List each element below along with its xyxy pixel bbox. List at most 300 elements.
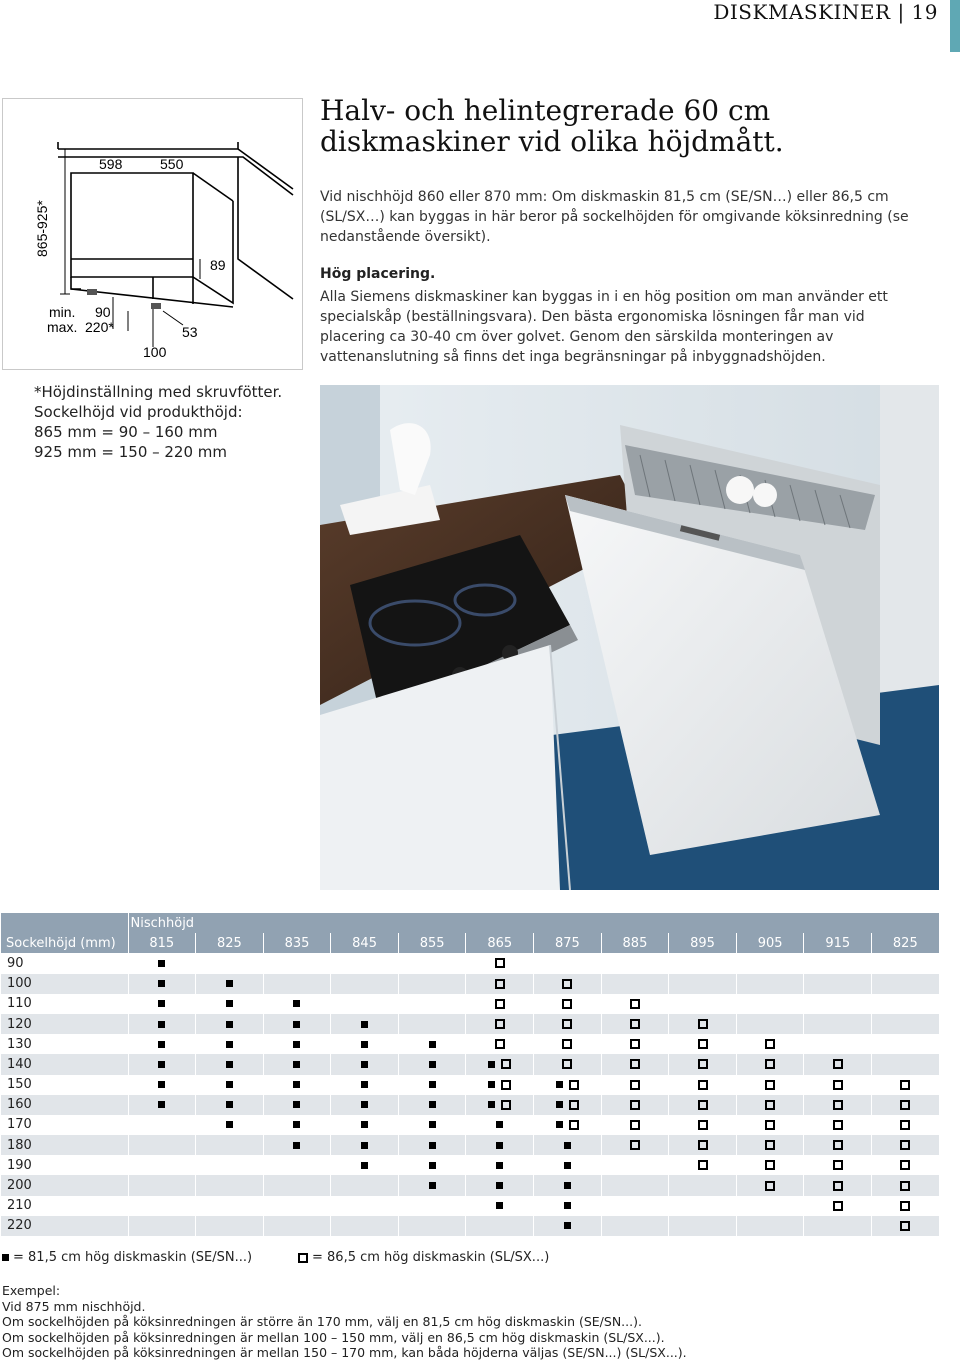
dim-depth-label: 550: [160, 156, 184, 172]
table-cell: [398, 994, 466, 1014]
filled-square-icon: [429, 1162, 436, 1169]
filled-square-icon: [556, 1101, 563, 1108]
filled-square-icon: [429, 1101, 436, 1108]
open-square-icon: [833, 1140, 843, 1150]
row-label: 200: [1, 1175, 128, 1195]
dimension-drawing: [3, 99, 302, 369]
header-separator: |: [897, 0, 905, 24]
open-square-icon: [765, 1100, 775, 1110]
plinth-height-heading: Sockelhöjd (mm): [1, 933, 128, 953]
table-cell: [736, 953, 804, 973]
table-cell: [398, 1175, 466, 1195]
filled-square-icon: [293, 1121, 300, 1128]
table-cell: [601, 1034, 669, 1054]
filled-square-icon: [293, 1061, 300, 1068]
dim-53-label: 53: [182, 324, 198, 340]
table-cell: [534, 1115, 602, 1135]
filled-square-icon: [226, 980, 233, 987]
table-cell: [263, 1155, 331, 1175]
table-cell: [398, 1075, 466, 1095]
filled-square-icon: [496, 1162, 503, 1169]
table-cell: [466, 994, 534, 1014]
open-square-icon: [698, 1080, 708, 1090]
table-cell: [669, 1095, 737, 1115]
row-label: 100: [1, 974, 128, 994]
table-cell: [601, 1095, 669, 1115]
row-label: 220: [1, 1216, 128, 1236]
table-cell: [398, 1155, 466, 1175]
filled-square-icon: [556, 1081, 563, 1088]
table-cell: [263, 1175, 331, 1195]
open-square-icon: [562, 1059, 572, 1069]
table-cell: [466, 1095, 534, 1115]
filled-square-icon: [361, 1162, 368, 1169]
table-cell: [128, 953, 196, 973]
table-cell: [872, 1155, 940, 1175]
table-cell: [128, 994, 196, 1014]
legend-open-text: = 86,5 cm hög diskmaskin (SL/SX...): [312, 1250, 550, 1265]
table-cell: [331, 953, 399, 973]
table-cell: [128, 1216, 196, 1236]
example-block: [2, 1283, 687, 1361]
filled-square-icon: [158, 1041, 165, 1048]
filled-square-icon: [226, 1061, 233, 1068]
table-cell: [669, 974, 737, 994]
open-square-icon: [900, 1100, 910, 1110]
open-square-icon: [833, 1160, 843, 1170]
table-cell: [128, 1075, 196, 1095]
filled-square-icon: [488, 1081, 495, 1088]
filled-square-icon: [496, 1142, 503, 1149]
table-cell: [398, 1216, 466, 1236]
table-row: [1, 1075, 939, 1095]
niche-height-heading: Nischhöjd: [128, 913, 939, 933]
table-cell: [466, 1135, 534, 1155]
table-cell: [196, 1196, 264, 1216]
filled-square-icon: [361, 1081, 368, 1088]
filled-square-icon: [226, 1000, 233, 1007]
table-cell: [128, 1054, 196, 1074]
example-line: Vid 875 mm nischhöjd.: [2, 1298, 146, 1314]
table-cell: [736, 1095, 804, 1115]
open-square-icon: [562, 1039, 572, 1049]
table-cell: [466, 1216, 534, 1236]
table-cell: [804, 1054, 872, 1074]
table-cell: [669, 1034, 737, 1054]
row-label: 90: [1, 953, 128, 973]
table-cell: [669, 953, 737, 973]
table-cell: [331, 994, 399, 1014]
table-cell: [466, 1115, 534, 1135]
table-cell: [263, 1014, 331, 1034]
table-cell: [872, 1034, 940, 1054]
example-line: Om sockelhöjden på köksinredningen är större än 170 mm, välj en 81,5 cm hög diskmaskin (SE/SN...).: [2, 1314, 642, 1329]
legend-filled-text: = 81,5 cm hög diskmaskin (SE/SN...): [13, 1250, 253, 1265]
table-cell: [736, 1014, 804, 1034]
table-cell: [196, 1175, 264, 1195]
table-cell: [534, 1095, 602, 1115]
table-cell: [128, 1155, 196, 1175]
table-cell: [263, 1095, 331, 1115]
column-header: 895: [669, 933, 737, 953]
open-square-icon: [630, 1080, 640, 1090]
filled-square-icon: [158, 980, 165, 987]
open-square-icon: [495, 999, 505, 1009]
filled-square-icon: [429, 1061, 436, 1068]
legend-filled: [2, 1250, 252, 1265]
table-cell: [263, 1054, 331, 1074]
open-square-icon: [630, 1019, 640, 1029]
table-cell: [804, 953, 872, 973]
table-cell: [669, 1014, 737, 1034]
filled-square-icon: [564, 1162, 571, 1169]
table-cell: [736, 1155, 804, 1175]
filled-square-icon: [564, 1142, 571, 1149]
column-header: 865: [466, 933, 534, 953]
filled-square-icon: [226, 1101, 233, 1108]
table-cell: [398, 1115, 466, 1135]
table-cell: [601, 1054, 669, 1074]
open-square-icon: [765, 1160, 775, 1170]
table-cell: [398, 1034, 466, 1054]
filled-square-icon: [429, 1121, 436, 1128]
row-label: 170: [1, 1115, 128, 1135]
table-cell: [804, 1095, 872, 1115]
filled-square-icon: [226, 1041, 233, 1048]
table-cell: [331, 1054, 399, 1074]
niche-height-table: [1, 913, 939, 1236]
table-cell: [534, 1216, 602, 1236]
open-square-icon: [833, 1181, 843, 1191]
filled-square-icon: [158, 960, 165, 967]
table-cell: [872, 1054, 940, 1074]
table-cell: [398, 974, 466, 994]
table-cell: [398, 1095, 466, 1115]
filled-square-icon: [429, 1142, 436, 1149]
filled-square-icon: [496, 1182, 503, 1189]
example-line: Om sockelhöjden på köksinredningen är mellan 150 – 170 mm, kan båda höjderna väljas (SE/SN...) (SL/SX...).: [2, 1345, 687, 1360]
row-label: 190: [1, 1155, 128, 1175]
filled-square-icon: [293, 1041, 300, 1048]
filled-square-icon: [488, 1061, 495, 1068]
table-cell: [804, 994, 872, 1014]
table-cell: [466, 1175, 534, 1195]
table-row: [1, 994, 939, 1014]
table-cell: [534, 1075, 602, 1095]
table-cell: [601, 1115, 669, 1135]
table-cell: [804, 1034, 872, 1054]
filled-square-icon: [429, 1081, 436, 1088]
table-cell: [331, 1155, 399, 1175]
table-cell: [872, 1095, 940, 1115]
table-cell: [196, 1034, 264, 1054]
table-cell: [669, 1075, 737, 1095]
open-square-icon: [765, 1080, 775, 1090]
table-cell: [669, 1135, 737, 1155]
high-placement-heading: Hög placering.: [320, 266, 436, 282]
table-cell: [196, 1115, 264, 1135]
table-cell: [331, 1075, 399, 1095]
open-square-icon: [900, 1160, 910, 1170]
table-cell: [128, 1135, 196, 1155]
table-cell: [872, 1175, 940, 1195]
intro-paragraph: Vid nischhöjd 860 eller 870 mm: Om diskmaskin 81,5 cm (SE/SN…) eller 86,5 cm (SL/SX…) kan byggas in här beror på sockelhöjden för omgivande köksinredning (se nedanstående översikt).: [320, 189, 909, 245]
open-square-icon: [833, 1059, 843, 1069]
open-square-icon: [900, 1181, 910, 1191]
table-cell: [736, 1196, 804, 1216]
table-row: [1, 1216, 939, 1236]
table-cell: [872, 1196, 940, 1216]
table-cell: [398, 1196, 466, 1216]
open-square-icon: [833, 1080, 843, 1090]
table-cell: [128, 1095, 196, 1115]
table-cell: [466, 1155, 534, 1175]
table-cell: [804, 1155, 872, 1175]
page-header: [0, 0, 960, 52]
filled-square-icon: [2, 1254, 9, 1261]
open-square-icon: [765, 1059, 775, 1069]
open-square-icon: [495, 958, 505, 968]
table-cell: [601, 974, 669, 994]
filled-square-icon: [361, 1061, 368, 1068]
open-square-icon: [562, 1019, 572, 1029]
filled-square-icon: [556, 1121, 563, 1128]
table-cell: [466, 953, 534, 973]
table-cell: [331, 1135, 399, 1155]
open-square-icon: [698, 1059, 708, 1069]
table-cell: [872, 1014, 940, 1034]
filled-square-icon: [158, 1061, 165, 1068]
table-cell: [466, 1196, 534, 1216]
filled-square-icon: [564, 1182, 571, 1189]
open-square-icon: [630, 1059, 640, 1069]
table-column-header-row: [1, 933, 939, 953]
filled-square-icon: [293, 1081, 300, 1088]
row-label: 160: [1, 1095, 128, 1115]
table-row: [1, 1155, 939, 1175]
table-cell: [128, 1196, 196, 1216]
open-square-icon: [698, 1160, 708, 1170]
filled-square-icon: [158, 1101, 165, 1108]
footnote-line: 925 mm = 150 – 220 mm: [34, 443, 228, 461]
table-row: [1, 1054, 939, 1074]
open-square-icon: [495, 1019, 505, 1029]
filled-square-icon: [293, 1101, 300, 1108]
table-cell: [804, 1135, 872, 1155]
table-body: [1, 953, 939, 1236]
filled-square-icon: [361, 1041, 368, 1048]
table-cell: [601, 953, 669, 973]
footnote-line: *Höjdinställning med skruvfötter.: [34, 383, 283, 401]
table-cell: [331, 974, 399, 994]
dim-plinth-label: 89: [210, 257, 226, 273]
table-cell: [466, 1054, 534, 1074]
table-cell: [669, 1196, 737, 1216]
table-cell: [804, 1075, 872, 1095]
open-square-icon: [833, 1120, 843, 1130]
table-cell: [601, 1216, 669, 1236]
footnote-line: Sockelhöjd vid produkthöjd:: [34, 403, 243, 421]
filled-square-icon: [158, 1081, 165, 1088]
row-label: 180: [1, 1135, 128, 1155]
table-cell: [331, 1115, 399, 1135]
table-cell: [601, 994, 669, 1014]
table-row: [1, 1196, 939, 1216]
footnote-line: 865 mm = 90 – 160 mm: [34, 423, 218, 441]
table-cell: [534, 953, 602, 973]
header-text: [713, 0, 938, 24]
table-cell: [601, 1135, 669, 1155]
column-header: 845: [331, 933, 399, 953]
table-cell: [736, 974, 804, 994]
open-square-icon: [501, 1080, 511, 1090]
table-cell: [872, 1216, 940, 1236]
table-cell: [804, 1196, 872, 1216]
dim-width-label: 598: [99, 156, 123, 172]
table-row: [1, 974, 939, 994]
open-square-icon: [495, 979, 505, 989]
table-cell: [669, 1155, 737, 1175]
high-placement-text: Alla Siemens diskmaskiner kan byggas in i en hög position om man använder ett specialskåp (beställningsvara). Den bästa ergonomiska lösningen får man vid placering ca 30-40 cm över golvet. Genom den särskilda monteringen av vattenanslutning så finns det inga begränsningar på inbyggnadshöjden.: [320, 289, 888, 365]
table-cell: [263, 994, 331, 1014]
column-header: 835: [263, 933, 331, 953]
column-header: 815: [128, 933, 196, 953]
table-cell: [534, 974, 602, 994]
example-line: Om sockelhöjden på köksinredningen är mellan 100 – 150 mm, välj en 86,5 cm hög diskmaskin (SL/SX...).: [2, 1329, 665, 1345]
table-cell: [196, 1216, 264, 1236]
table-cell: [534, 1014, 602, 1034]
row-label: 110: [1, 994, 128, 1014]
legend-open: [298, 1250, 549, 1265]
open-square-icon: [698, 1140, 708, 1150]
filled-square-icon: [158, 1000, 165, 1007]
table-cell: [128, 1115, 196, 1135]
table-cell: [331, 1014, 399, 1034]
table-cell: [331, 1216, 399, 1236]
section-title: DISKMASKINER: [713, 0, 891, 24]
filled-square-icon: [226, 1021, 233, 1028]
table-cell: [872, 1075, 940, 1095]
table-cell: [196, 1155, 264, 1175]
table-row: [1, 1175, 939, 1195]
filled-square-icon: [226, 1081, 233, 1088]
table-cell: [736, 1054, 804, 1074]
table-cell: [331, 1196, 399, 1216]
table-cell: [196, 1135, 264, 1155]
open-square-icon: [765, 1140, 775, 1150]
table-cell: [804, 974, 872, 994]
table-cell: [534, 1054, 602, 1074]
open-square-icon: [630, 1120, 640, 1130]
table-cell: [804, 1175, 872, 1195]
table-cell: [263, 1135, 331, 1155]
filled-square-icon: [361, 1142, 368, 1149]
table-row: [1, 1014, 939, 1034]
table-cell: [534, 1155, 602, 1175]
table-cell: [736, 1216, 804, 1236]
open-square-icon: [900, 1120, 910, 1130]
dim-height-label: 865-925*: [34, 200, 50, 257]
table-cell: [601, 1155, 669, 1175]
table-cell: [534, 1175, 602, 1195]
min-label: min.: [49, 304, 76, 320]
table-cell: [128, 1034, 196, 1054]
table-cell: [872, 974, 940, 994]
filled-square-icon: [429, 1182, 436, 1189]
max-label: max.: [47, 319, 78, 335]
row-label: 140: [1, 1054, 128, 1074]
table-cell: [196, 994, 264, 1014]
open-square-icon: [698, 1019, 708, 1029]
column-header: 855: [398, 933, 466, 953]
table-cell: [601, 1075, 669, 1095]
filled-square-icon: [361, 1101, 368, 1108]
filled-square-icon: [488, 1101, 495, 1108]
table-cell: [669, 1175, 737, 1195]
table-cell: [128, 1175, 196, 1195]
column-header: 905: [736, 933, 804, 953]
table-cell: [804, 1115, 872, 1135]
table-cell: [601, 1175, 669, 1195]
open-square-icon: [630, 999, 640, 1009]
table-cell: [398, 953, 466, 973]
page-title: Halv- och helintegrerade 60 cm diskmaskiner vid olika höjdmått.: [320, 94, 784, 158]
table-cell: [601, 1014, 669, 1034]
table-cell: [331, 1034, 399, 1054]
table-cell: [196, 1095, 264, 1115]
open-square-icon: [900, 1201, 910, 1211]
table-cell: [466, 1014, 534, 1034]
table-cell: [398, 1135, 466, 1155]
dimension-diagram: [2, 98, 303, 370]
table-cell: [534, 1196, 602, 1216]
filled-square-icon: [293, 1021, 300, 1028]
open-square-icon: [495, 1039, 505, 1049]
table-cell: [669, 1054, 737, 1074]
table-cell: [196, 953, 264, 973]
table-group-header-row: [1, 913, 939, 933]
column-header: 825: [196, 933, 264, 953]
table-cell: [736, 994, 804, 1014]
table-row: [1, 1095, 939, 1115]
table-cell: [196, 1054, 264, 1074]
table-cell: [736, 1034, 804, 1054]
open-square-icon: [569, 1080, 579, 1090]
table-cell: [331, 1095, 399, 1115]
table-cell: [601, 1196, 669, 1216]
table-cell: [669, 994, 737, 1014]
table-cell: [736, 1135, 804, 1155]
row-label: 120: [1, 1014, 128, 1034]
table-cell: [466, 1034, 534, 1054]
table-cell: [872, 1115, 940, 1135]
table-cell: [263, 1196, 331, 1216]
table-cell: [331, 1175, 399, 1195]
column-header: 915: [804, 933, 872, 953]
column-header: 825: [872, 933, 940, 953]
table-cell: [669, 1216, 737, 1236]
table-row: [1, 953, 939, 973]
open-square-icon: [501, 1059, 511, 1069]
table-row: [1, 1135, 939, 1155]
table-cell: [128, 1014, 196, 1034]
open-square-icon: [630, 1140, 640, 1150]
open-square-icon: [630, 1039, 640, 1049]
open-square-icon: [298, 1253, 308, 1263]
open-square-icon: [698, 1100, 708, 1110]
table-cell: [534, 994, 602, 1014]
table-row: [1, 1115, 939, 1135]
